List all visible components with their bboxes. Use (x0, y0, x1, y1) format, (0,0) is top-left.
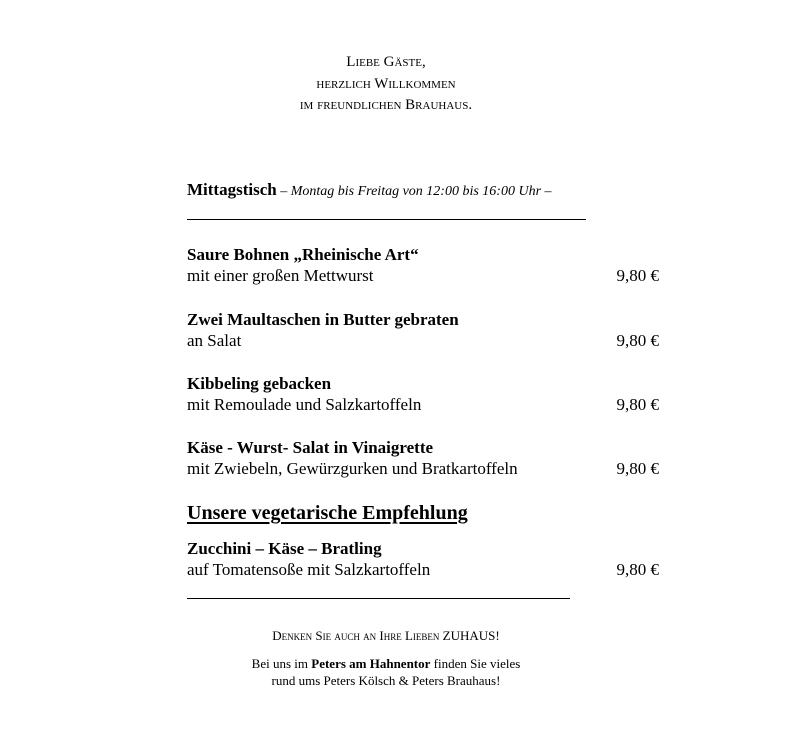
dish-name: Käse - Wurst- Salat in Vinaigrette (187, 438, 434, 457)
footer-info (0, 655, 772, 689)
info-prefix: Bei uns im (251, 656, 312, 671)
footer-info-line-2: rund ums Peters Kölsch & Peters Brauhaus! (271, 673, 501, 688)
restaurant-name: Peters am Hahnentor (311, 656, 431, 671)
menu-item (187, 373, 659, 415)
menu-item (187, 244, 659, 286)
dish-description: auf Tomatensoße mit Salzkartoffeln (187, 560, 431, 579)
dish-price: 9,80 € (616, 266, 659, 285)
dish-name: Zwei Maultaschen in Butter gebraten (187, 310, 459, 329)
dish-price: 9,80 € (616, 395, 659, 414)
dish-description: mit einer großen Mettwurst (187, 266, 374, 285)
greeting-line-3: im freundlichen Brauhaus. (299, 97, 473, 113)
footer-info-line-1 (0, 655, 772, 672)
dish-price: 9,80 € (616, 331, 659, 350)
menu-item (187, 437, 659, 479)
dish-name: Zucchini – Käse – Bratling (187, 539, 382, 558)
greeting-line-2: herzlich Willkommen (316, 75, 456, 92)
dish-name: Saure Bohnen „Rheinische Art“ (187, 245, 419, 264)
dish-description: mit Zwiebeln, Gewürzgurken und Bratkartoffeln (187, 459, 518, 478)
lunch-header (187, 180, 587, 200)
footer-divider (187, 598, 570, 599)
vegetarian-heading: Unsere vegetarische Empfehlung (187, 502, 468, 524)
menu-item-vegetarian (187, 538, 659, 580)
dish-price: 9,80 € (616, 560, 659, 579)
greeting (0, 52, 772, 117)
dish-description: an Salat (187, 331, 242, 350)
lunch-hours: – Montag bis Freitag von 12:00 bis 16:00 Uhr – (276, 184, 552, 199)
greeting-line-1: Liebe Gäste, (346, 54, 426, 70)
dish-description: mit Remoulade und Salzkartoffeln (187, 395, 422, 414)
dish-price: 9,80 € (616, 459, 659, 478)
header-divider (187, 219, 586, 220)
dish-name: Kibbeling gebacken (187, 374, 332, 393)
info-suffix: finden Sie vieles (430, 656, 521, 671)
lunch-title: Mittagstisch (187, 180, 277, 199)
footer-reminder: Denken Sie auch an Ihre Lieben ZUHAUS! (272, 628, 500, 643)
menu-item (187, 309, 659, 351)
